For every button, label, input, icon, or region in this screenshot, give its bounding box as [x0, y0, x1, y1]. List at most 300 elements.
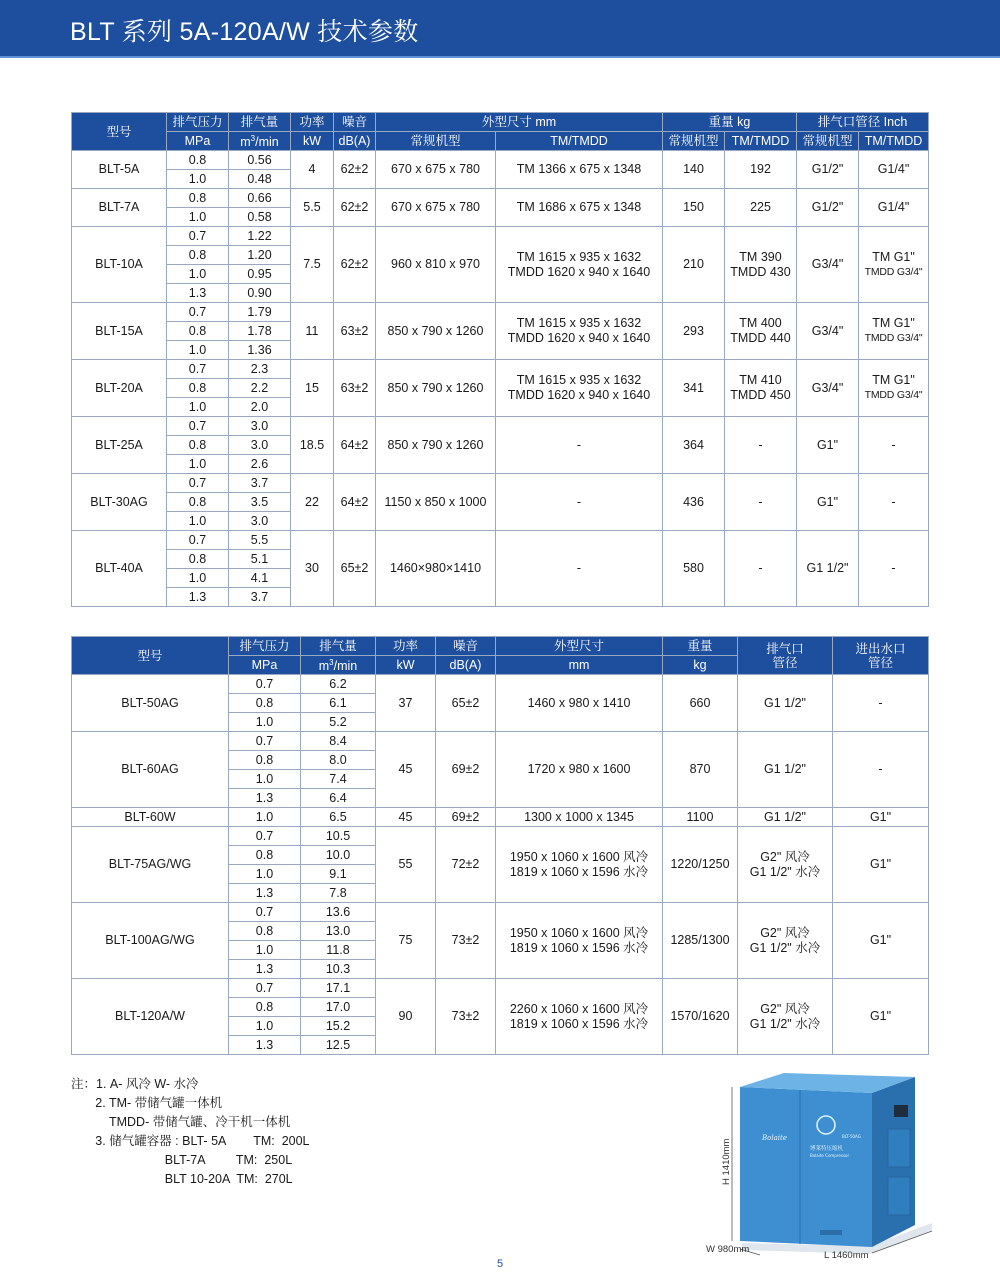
power-cell: 7.5	[291, 227, 334, 303]
tm-outlet-cell-line: TMDD G3/4"	[864, 332, 923, 344]
header-dims: 外型尺寸 mm	[376, 113, 663, 132]
header-weight: 重量	[663, 637, 738, 656]
tm-dims-cell-line: TMDD 1620 x 940 x 1640	[507, 264, 651, 279]
pressure-cell: 0.8	[167, 151, 229, 170]
flow-cell: 5.5	[229, 531, 291, 550]
brand-script: Bolaite	[762, 1134, 787, 1142]
header-power: 功率	[376, 637, 436, 656]
flow-cell: 3.0	[229, 417, 291, 436]
dims-cell-line: 1950 x 1060 x 1600 风冷	[509, 925, 649, 940]
pressure-cell: 1.0	[167, 569, 229, 588]
dims-cell-line: 2260 x 1060 x 1600 风冷	[509, 1001, 649, 1016]
tm-dims-cell	[496, 474, 663, 531]
flow-cell: 6.5	[301, 808, 376, 827]
model-cell: BLT-25A	[72, 417, 167, 474]
outlet-cell: G1 1/2"	[797, 531, 859, 607]
tm-weight-cell	[725, 474, 797, 531]
power-cell: 90	[376, 979, 436, 1055]
table-row	[72, 474, 929, 493]
flow-cell: 6.2	[301, 675, 376, 694]
tm-outlet-cell	[859, 417, 929, 474]
weight-cell: 580	[663, 531, 725, 607]
tm-dims-cell-line: TMDD 1620 x 940 x 1640	[507, 388, 651, 402]
power-cell: 30	[291, 531, 334, 607]
weight-cell: 140	[663, 151, 725, 189]
flow-cell: 8.4	[301, 732, 376, 751]
noise-cell: 64±2	[334, 417, 376, 474]
tm-weight-cell-line: 192	[750, 162, 771, 176]
model-cell: BLT-15A	[72, 303, 167, 360]
tm-outlet-cell-line: TM G1"	[872, 249, 915, 264]
unit-flow-exponent: 3	[329, 658, 334, 668]
brand-en: Bolaite Compressor	[810, 1153, 850, 1158]
weight-cell: 1100	[663, 808, 738, 827]
flow-cell: 5.2	[301, 713, 376, 732]
outlet-cell-line: G2" 风冷	[760, 849, 810, 864]
tm-weight-cell-line: TMDD 430	[730, 264, 791, 279]
outlet-cell: G1/2"	[797, 189, 859, 227]
tm-dims-cell-line: -	[576, 437, 582, 452]
noise-cell: 63±2	[334, 360, 376, 417]
tm-outlet-cell	[859, 227, 929, 303]
weight-cell: 1570/1620	[663, 979, 738, 1055]
flow-cell: 7.8	[301, 884, 376, 903]
table-row	[72, 808, 929, 827]
flow-cell: 3.0	[229, 512, 291, 531]
header-outlet-line2: 管径	[772, 655, 798, 670]
pressure-cell: 0.7	[229, 827, 301, 846]
noise-cell: 72±2	[436, 827, 496, 903]
flow-cell: 6.4	[301, 789, 376, 808]
unit-flow	[229, 132, 291, 151]
pressure-cell: 1.0	[167, 208, 229, 227]
tm-outlet-cell-line: TM G1"	[872, 316, 915, 330]
pressure-cell: 1.3	[229, 789, 301, 808]
tm-outlet-cell	[859, 531, 929, 607]
tm-dims-cell-line: TM 1686 x 675 x 1348	[516, 200, 642, 214]
flow-cell: 0.95	[229, 265, 291, 284]
pressure-cell: 0.8	[229, 846, 301, 865]
flow-cell: 3.0	[229, 436, 291, 455]
tm-dims-cell-line: TM 1366 x 675 x 1348	[516, 162, 642, 176]
power-cell: 11	[291, 303, 334, 360]
tm-weight-cell-line: TMDD 450	[730, 388, 791, 402]
power-cell: 55	[376, 827, 436, 903]
flow-cell: 3.7	[229, 588, 291, 607]
flow-cell: 1.36	[229, 341, 291, 360]
header-weight: 重量 kg	[663, 113, 797, 132]
tm-dims-cell-line: TM 1615 x 935 x 1632	[516, 249, 642, 264]
pressure-cell: 0.7	[167, 474, 229, 493]
weight-cell: 341	[663, 360, 725, 417]
tm-weight-cell-line: -	[758, 561, 763, 575]
brand-cn: 博莱特压缩机	[810, 1146, 844, 1152]
flow-cell: 9.1	[301, 865, 376, 884]
pressure-cell: 1.0	[229, 865, 301, 884]
dims-cell	[496, 903, 663, 979]
outlet-cell-line: G1 1/2" 水冷	[749, 1016, 821, 1031]
pressure-cell: 0.7	[167, 360, 229, 379]
flow-cell: 5.1	[229, 550, 291, 569]
dims-cell-line: 1819 x 1060 x 1596 水冷	[509, 1016, 649, 1031]
model-cell: BLT-100AG/WG	[72, 903, 229, 979]
outlet-cell-line: G1 1/2" 水冷	[749, 864, 821, 879]
pressure-cell: 0.8	[229, 751, 301, 770]
model-cell: BLT-60W	[72, 808, 229, 827]
flow-cell: 0.48	[229, 170, 291, 189]
pressure-cell: 1.0	[167, 398, 229, 417]
outlet-cell	[738, 903, 833, 979]
outlet-cell-line: G1 1/2"	[764, 809, 806, 824]
water-cell: G1"	[833, 979, 929, 1055]
header-noise: 噪音	[436, 637, 496, 656]
outlet-cell-line: G1 1/2"	[764, 762, 806, 776]
flow-cell: 10.5	[301, 827, 376, 846]
flow-cell: 0.56	[229, 151, 291, 170]
pressure-cell: 0.7	[229, 675, 301, 694]
header-outlet-tm: TM/TMDD	[859, 132, 929, 151]
weight-cell: 1285/1300	[663, 903, 738, 979]
power-cell: 37	[376, 675, 436, 732]
flow-cell: 1.20	[229, 246, 291, 265]
tm-outlet-cell-line: TMDD G3/4"	[864, 265, 923, 278]
flow-cell: 15.2	[301, 1017, 376, 1036]
dims-cell-line: 1300 x 1000 x 1345	[524, 809, 634, 824]
note-line: BLT-7A TM: 250L	[71, 1153, 293, 1167]
pressure-cell: 1.3	[229, 884, 301, 903]
note-line: 2. TM- 带储气罐一体机	[71, 1096, 223, 1110]
header-power: 功率	[291, 113, 334, 132]
page-number: 5	[496, 1258, 504, 1270]
outlet-cell-line: G2" 风冷	[760, 1001, 810, 1016]
power-cell: 45	[376, 808, 436, 827]
pressure-cell: 0.8	[167, 379, 229, 398]
tm-outlet-cell-line: -	[891, 494, 896, 509]
power-cell: 18.5	[291, 417, 334, 474]
pressure-cell: 0.7	[167, 531, 229, 550]
flow-cell: 3.5	[229, 493, 291, 512]
tm-outlet-cell	[859, 474, 929, 531]
pressure-cell: 0.8	[229, 922, 301, 941]
header-model: 型号	[72, 637, 229, 675]
table-row	[72, 360, 929, 379]
pressure-cell: 0.8	[167, 246, 229, 265]
footer-plate	[820, 1230, 842, 1235]
model-cell: BLT-20A	[72, 360, 167, 417]
flow-cell: 2.0	[229, 398, 291, 417]
header-water-line1: 进出水口	[855, 641, 906, 656]
flow-cell: 1.78	[229, 322, 291, 341]
flow-cell: 6.1	[301, 694, 376, 713]
tm-outlet-cell-line: TM G1"	[872, 373, 915, 387]
flow-cell: 10.0	[301, 846, 376, 865]
table-row	[72, 417, 929, 436]
water-cell: G1"	[833, 808, 929, 827]
tm-outlet-cell	[859, 189, 929, 227]
pressure-cell: 1.0	[167, 170, 229, 189]
pressure-cell: 1.0	[229, 941, 301, 960]
pressure-cell: 0.8	[167, 322, 229, 341]
tm-weight-cell	[725, 227, 797, 303]
power-cell: 75	[376, 903, 436, 979]
unit-pressure: MPa	[167, 132, 229, 151]
header-noise: 噪音	[334, 113, 376, 132]
page-header	[0, 0, 1000, 58]
outlet-cell: G3/4"	[797, 227, 859, 303]
power-cell: 5.5	[291, 189, 334, 227]
outlet-cell-line: G1 1/2"	[764, 695, 806, 710]
unit-flow-exponent: 3	[250, 134, 256, 144]
header-weight-standard: 常规机型	[663, 132, 725, 151]
flow-cell: 13.0	[301, 922, 376, 941]
outlet-cell	[738, 675, 833, 732]
flow-cell: 7.4	[301, 770, 376, 789]
header-flow: 排气量	[229, 113, 291, 132]
tm-dims-cell	[496, 360, 663, 417]
tm-dims-cell	[496, 227, 663, 303]
table-row	[72, 903, 929, 922]
spec-table-small-models	[71, 112, 929, 607]
noise-cell: 62±2	[334, 189, 376, 227]
flow-cell: 0.66	[229, 189, 291, 208]
tm-outlet-cell	[859, 151, 929, 189]
pressure-cell: 1.3	[167, 588, 229, 607]
model-badge: BLT-50AG	[842, 1134, 861, 1139]
header-water-line2: 管径	[867, 655, 893, 670]
header-outlet: 排气口管径 Inch	[797, 113, 929, 132]
unit-flow-base: m	[240, 135, 251, 150]
weight-cell: 293	[663, 303, 725, 360]
pressure-cell: 0.8	[229, 998, 301, 1017]
pressure-cell: 1.0	[229, 713, 301, 732]
header-flow: 排气量	[301, 637, 376, 656]
pressure-cell: 0.8	[167, 189, 229, 208]
water-cell: -	[833, 675, 929, 732]
model-cell: BLT-50AG	[72, 675, 229, 732]
table-row	[72, 189, 929, 208]
power-cell: 15	[291, 360, 334, 417]
tm-weight-cell	[725, 531, 797, 607]
dims-cell: 850 x 790 x 1260	[376, 303, 496, 360]
dims-cell-line: 1720 x 980 x 1600	[527, 762, 631, 776]
tm-dims-cell-line: TM 1615 x 935 x 1632	[516, 316, 642, 330]
tm-outlet-cell-line: -	[891, 437, 896, 452]
compressor-illustration	[700, 1065, 940, 1265]
tm-dims-cell	[496, 189, 663, 227]
length-label: L 1460mm	[824, 1250, 869, 1261]
tm-weight-cell-line: -	[758, 437, 763, 452]
table-row	[72, 303, 929, 322]
tm-outlet-cell-line: G1/4"	[877, 200, 910, 214]
dims-cell-line: 1460 x 980 x 1410	[527, 695, 631, 710]
weight-cell: 210	[663, 227, 725, 303]
tm-dims-cell	[496, 151, 663, 189]
dims-cell	[496, 732, 663, 808]
tm-weight-cell-line: TM 410	[739, 373, 782, 387]
tm-weight-cell-line: TM 390	[739, 249, 782, 264]
dims-cell: 960 x 810 x 970	[376, 227, 496, 303]
header-model: 型号	[72, 113, 167, 151]
flow-cell: 1.22	[229, 227, 291, 246]
pressure-cell: 1.3	[229, 960, 301, 979]
unit-power: kW	[291, 132, 334, 151]
water-cell: -	[833, 732, 929, 808]
noise-cell: 64±2	[334, 474, 376, 531]
noise-cell: 65±2	[334, 531, 376, 607]
side-vent	[888, 1129, 910, 1167]
unit-pressure: MPa	[229, 656, 301, 675]
header-outlet	[738, 637, 833, 675]
dims-cell-line: 1819 x 1060 x 1596 水冷	[509, 940, 649, 955]
noise-cell: 73±2	[436, 979, 496, 1055]
flow-cell: 17.1	[301, 979, 376, 998]
model-cell: BLT-60AG	[72, 732, 229, 808]
height-label: H 1410mm	[721, 1138, 732, 1185]
flow-cell: 2.2	[229, 379, 291, 398]
weight-cell: 660	[663, 675, 738, 732]
tm-dims-cell	[496, 417, 663, 474]
header-outlet-standard: 常规机型	[797, 132, 859, 151]
unit-weight: kg	[663, 656, 738, 675]
table-row	[72, 227, 929, 246]
dims-cell	[496, 675, 663, 732]
header-dims: 外型尺寸	[496, 637, 663, 656]
pressure-cell: 0.7	[167, 227, 229, 246]
table-row	[72, 151, 929, 170]
flow-cell: 0.58	[229, 208, 291, 227]
tm-outlet-cell	[859, 303, 929, 360]
dims-cell	[496, 808, 663, 827]
tm-weight-cell	[725, 303, 797, 360]
side-vent	[888, 1177, 910, 1215]
flow-cell: 3.7	[229, 474, 291, 493]
outlet-cell: G1"	[797, 417, 859, 474]
tm-weight-cell	[725, 417, 797, 474]
width-label: W 980mm	[706, 1244, 750, 1255]
unit-flow-base: m	[318, 659, 330, 674]
tm-outlet-cell	[859, 360, 929, 417]
pressure-cell: 1.3	[167, 284, 229, 303]
note-line: TMDD- 带储气罐、冷干机一体机	[71, 1115, 291, 1129]
weight-cell: 870	[663, 732, 738, 808]
dims-cell: 670 x 675 x 780	[376, 189, 496, 227]
tm-dims-cell-line: -	[576, 561, 582, 575]
noise-cell: 62±2	[334, 227, 376, 303]
header-water	[833, 637, 929, 675]
pressure-cell: 1.0	[167, 265, 229, 284]
header-dims-tm: TM/TMDD	[496, 132, 663, 151]
compressor-figure	[700, 1065, 940, 1265]
pressure-cell: 0.8	[167, 436, 229, 455]
flow-cell: 11.8	[301, 941, 376, 960]
pressure-cell: 0.8	[229, 694, 301, 713]
spec-table-large-models	[71, 636, 929, 1055]
weight-cell: 364	[663, 417, 725, 474]
dims-cell-line: 1950 x 1060 x 1600 风冷	[509, 849, 649, 864]
tm-dims-cell-line: TMDD 1620 x 940 x 1640	[507, 331, 651, 345]
flow-cell: 13.6	[301, 903, 376, 922]
tm-outlet-cell-line: -	[891, 561, 896, 575]
noise-cell: 62±2	[334, 151, 376, 189]
outlet-cell-line: G1 1/2" 水冷	[749, 940, 821, 955]
tm-dims-cell-line: TM 1615 x 935 x 1632	[516, 373, 642, 387]
header-dims-standard: 常规机型	[376, 132, 496, 151]
weight-cell: 436	[663, 474, 725, 531]
tm-weight-cell-line: -	[758, 494, 763, 509]
flow-cell: 1.79	[229, 303, 291, 322]
tm-weight-cell	[725, 360, 797, 417]
dims-cell: 850 x 790 x 1260	[376, 360, 496, 417]
outlet-cell: G1/2"	[797, 151, 859, 189]
table-row	[72, 979, 929, 998]
notes	[71, 1075, 310, 1189]
model-cell: BLT-120A/W	[72, 979, 229, 1055]
pressure-cell: 0.7	[229, 979, 301, 998]
page-title: BLT 系列 5A-120A/W 技术参数	[70, 18, 419, 46]
dims-cell: 850 x 790 x 1260	[376, 417, 496, 474]
unit-power: kW	[376, 656, 436, 675]
pressure-cell: 0.7	[167, 417, 229, 436]
header-pressure: 排气压力	[229, 637, 301, 656]
table-row	[72, 732, 929, 751]
dims-cell-line: 1819 x 1060 x 1596 水冷	[509, 864, 649, 879]
flow-cell: 2.3	[229, 360, 291, 379]
outlet-cell	[738, 808, 833, 827]
note-line: BLT 10-20A TM: 270L	[71, 1172, 293, 1186]
pressure-cell: 1.0	[167, 455, 229, 474]
header-outlet-line1: 排气口	[766, 641, 804, 656]
tm-weight-cell-line: TMDD 440	[730, 331, 791, 345]
unit-flow-per: /min	[333, 659, 358, 674]
header-pressure: 排气压力	[167, 113, 229, 132]
power-cell: 45	[376, 732, 436, 808]
dims-cell: 1150 x 850 x 1000	[376, 474, 496, 531]
model-cell: BLT-75AG/WG	[72, 827, 229, 903]
model-cell: BLT-30AG	[72, 474, 167, 531]
unit-noise: dB(A)	[436, 656, 496, 675]
dims-cell	[496, 827, 663, 903]
control-screen	[894, 1105, 908, 1117]
noise-cell: 69±2	[436, 808, 496, 827]
power-cell: 22	[291, 474, 334, 531]
power-cell: 4	[291, 151, 334, 189]
pressure-cell: 1.3	[229, 1036, 301, 1055]
outlet-cell: G3/4"	[797, 303, 859, 360]
pressure-cell: 1.0	[167, 341, 229, 360]
noise-cell: 65±2	[436, 675, 496, 732]
tm-dims-cell	[496, 303, 663, 360]
pressure-cell: 0.7	[229, 732, 301, 751]
flow-cell: 10.3	[301, 960, 376, 979]
outlet-cell	[738, 827, 833, 903]
unit-noise: dB(A)	[334, 132, 376, 151]
weight-cell: 1220/1250	[663, 827, 738, 903]
table-row	[72, 531, 929, 550]
weight-cell: 150	[663, 189, 725, 227]
flow-cell: 4.1	[229, 569, 291, 588]
tm-outlet-cell-line: TMDD G3/4"	[864, 389, 923, 401]
flow-cell: 0.90	[229, 284, 291, 303]
unit-flow-per: /min	[255, 135, 279, 150]
water-cell: G1"	[833, 903, 929, 979]
outlet-cell	[738, 732, 833, 808]
outlet-cell	[738, 979, 833, 1055]
tm-dims-cell	[496, 531, 663, 607]
table-row	[72, 827, 929, 846]
unit-dims: mm	[496, 656, 663, 675]
noise-cell: 69±2	[436, 732, 496, 808]
pressure-cell: 1.0	[167, 512, 229, 531]
